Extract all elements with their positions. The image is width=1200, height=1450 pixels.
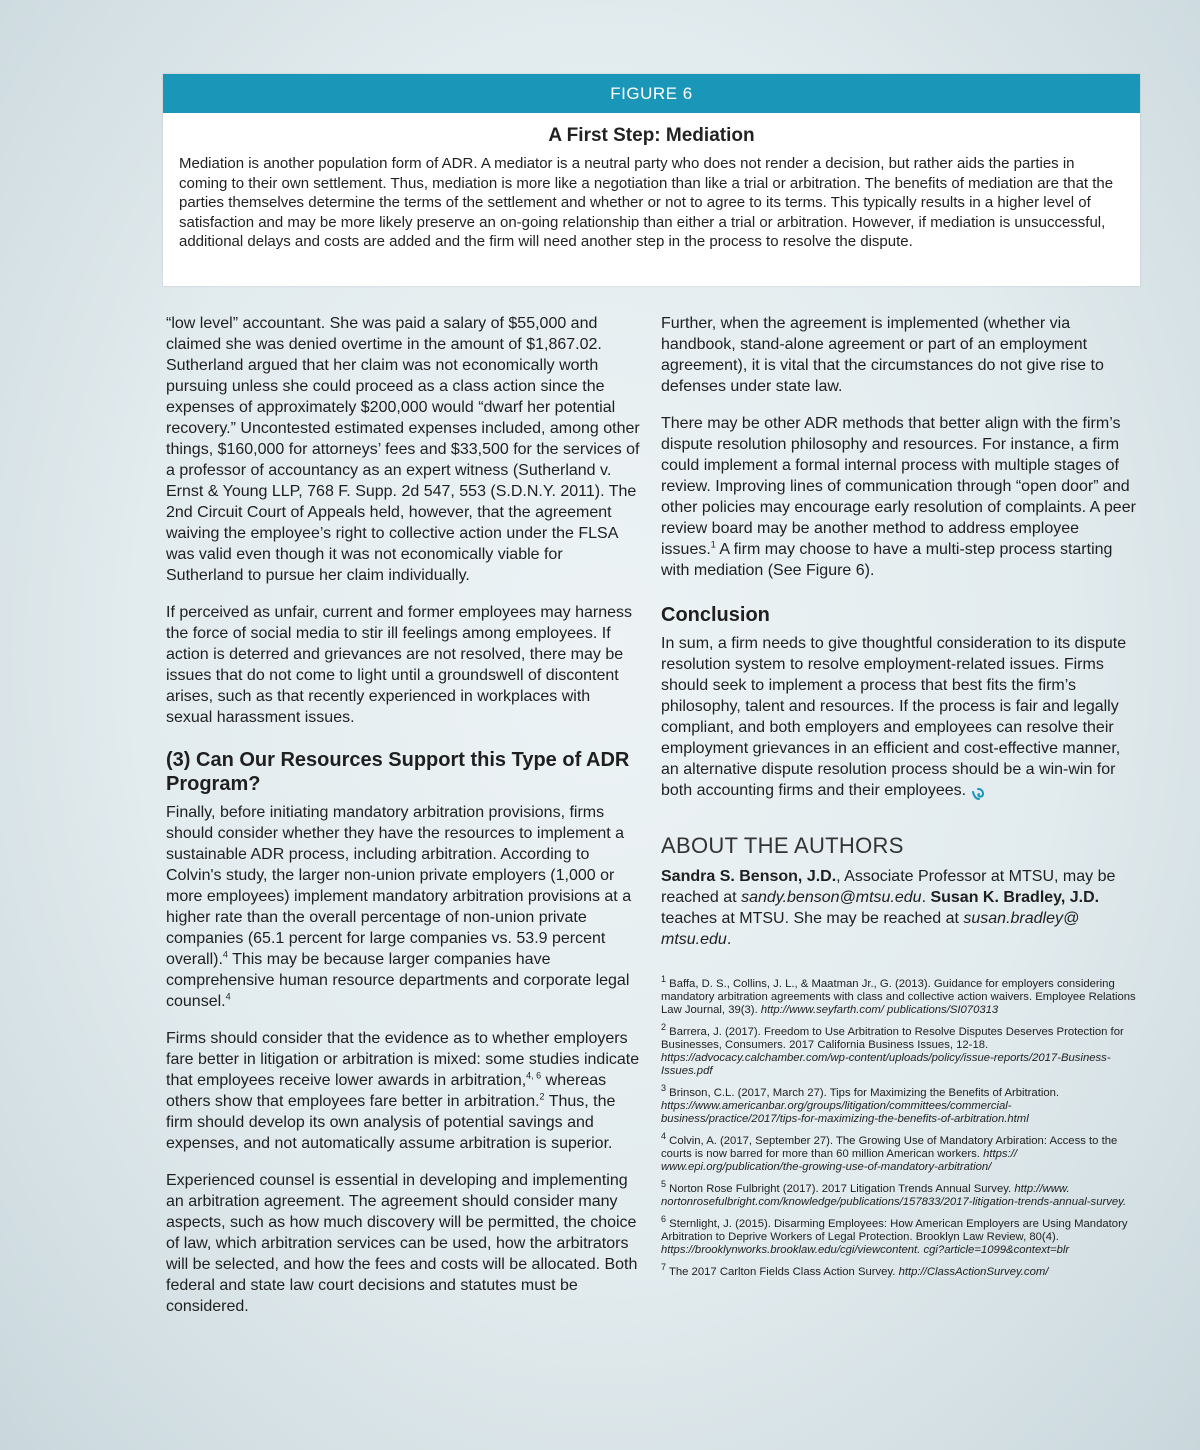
footnote-link[interactable]: http://www. nortonrosefulbright.com/knowledge/publications/157833/2017-litigation-trends-annual-survey.: [661, 1183, 1127, 1208]
paragraph-implementation: Further, when the agreement is implemented (whether via handbook, stand-alone agreement or part of an employment agreement), it is vital that the circumstances do not give rise to defenses under state law.: [661, 315, 1104, 395]
authors-paragraph: Sandra S. Benson, J.D., Associate Professor at MTSU, may be reached at sandy.benson@mtsu.edu. Susan K. Bradley, J.D. teaches at MTSU. She may be reached at susan.bradley@ mtsu.edu.: [661, 868, 1116, 948]
footnote-ref: 4, 6: [526, 1070, 542, 1081]
footnote-ref: 4: [222, 949, 228, 960]
author1-email[interactable]: sandy.benson@mtsu.edu: [741, 889, 922, 906]
paragraph-conclusion: In sum, a firm needs to give thoughtful consideration to its dispute resolution system to resolve employment-related issues. Firms should seek to implement a process that best fits the firm’s philosophy, talent and resources. If the process is fair and legally compliant, and both employers and employees can resolve their employment grievances in an efficient and cost-effective manner, an alternative dispute resolution process should be a win-win for both accounting firms and their employees.: [661, 635, 1127, 799]
footnote-link[interactable]: http://ClassActionSurvey.com/: [898, 1266, 1049, 1278]
left-column: [166, 313, 640, 1333]
footnote-link[interactable]: http://www.seyfarth.com/ publications/SI070313: [760, 1004, 999, 1016]
footnote-link[interactable]: https:// www.epi.org/publication/the-growing-use-of-mandatory-arbitration/: [661, 1148, 1018, 1173]
section-heading-resources: (3) Can Our Resources Support this Type of ADR Program?: [166, 749, 630, 795]
author2-name: Susan K. Bradley, J.D.: [930, 889, 1100, 906]
author2-email[interactable]: susan.bradley@ mtsu.edu: [661, 910, 1080, 948]
footnote-1: $^1$ Baffa, D. S., Collins, J. L., & Maatman Jr., G. (2013). Guidance for employers considering mandatory arbitration agreements with class and collective action waivers. Employee Relations Law Journal, 39(3). http://www.seyfarth.com/ publications/SI070313: [661, 974, 1136, 1016]
figure-label: FIGURE 6: [163, 74, 1140, 113]
paragraph-other-adr: There may be other ADR methods that better align with the firm’s dispute resolution philosophy and resources. For instance, a firm could implement a formal internal process with multiple stages of review. Improving lines of communication through “open door” and other policies may encourage early resolution of complaints. A peer review board may be another method to address employee issues.$^1$ A firm may choose to have a multi-step process starting with mediation (See Figure 6).: [661, 415, 1136, 579]
figure-title: A First Step: Mediation: [548, 125, 755, 146]
footnotes: [661, 974, 1136, 1279]
paragraph-evidence: Firms should consider that the evidence as to whether employers fare better in litigation or arbitration is mixed: some studies indicate that employees receive lower awards in arbitration,$^{4, 6}$ whereas others show that employees fare better in arbitration.$^2$ Thus, the firm should develop its own analysis of potential savings and expenses, and not automatically assume arbitration is superior.: [166, 1030, 640, 1152]
footnote-7: $^7$ The 2017 Carlton Fields Class Action Survey. http://ClassActionSurvey.com/: [661, 1262, 1049, 1278]
paragraph-sutherland: “low level” accountant. She was paid a salary of $55,000 and claimed she was denied overtime in the amount of $1,867.02. Sutherland argued that her claim was not economically worth pursuing unless she could proceed as a class action since the expenses of approximately $200,000 would “dwarf her potential recovery.” Uncontested estimated expenses included, among other things, $160,000 for attorneys’ fees and $33,500 for the services of a professor of accountancy as an expert witness (Sutherland v. Ernst & Young LLP, 768 F. Supp. 2d 547, 553 (S.D.N.Y. 2011). The 2nd Circuit Court of Appeals held, however, that the agreement waiving the employee’s right to collective action under the FLSA was valid even though it was not economically viable for Sutherland to pursue her claim individually.: [166, 315, 640, 584]
footnote-5: $^5$ Norton Rose Fulbright (2017). 2017 Litigation Trends Annual Survey. http://www. nortonrosefulbright.com/knowledge/publications/157833/2017-litigation-trends-annual-survey.: [661, 1179, 1127, 1208]
footnote-ref: 2: [539, 1091, 545, 1102]
footnote-link[interactable]: https://advocacy.calchamber.com/wp-content/uploads/policy/issue-reports/2017-Business-Issues.pdf: [661, 1052, 1111, 1077]
paragraph-social-media: If perceived as unfair, current and former employees may harness the force of social media to stir ill feelings among employees. If action is deterred and grievances are not resolved, there may be issues that do not come to light until a groundswell of discontent arises, such as that recently experienced in workplaces with sexual harassment issues.: [166, 604, 632, 726]
footnote-link[interactable]: https://www.americanbar.org/groups/litigation/committees/commercial-business/practice/2017/tips-for-maximizing-the-benefits-of-arbitration.html: [661, 1100, 1029, 1125]
author1-name: Sandra S. Benson, J.D.: [661, 868, 837, 885]
footnote-ref: 4: [225, 991, 231, 1002]
footnote-2: $^2$ Barrera, J. (2017). Freedom to Use Arbitration to Resolve Disputes Deserves Protection for Businesses, Consumers. 2017 California Business Issues, 12-18. https://advocacy.calchamber.com/wp-content/uploads/policy/issue-reports/2017-Business-Issues.pdf: [661, 1022, 1124, 1077]
figure-body: Mediation is another population form of ADR. A mediator is a neutral party who does not render a decision, but rather aids the parties in coming to their own settlement. Thus, mediation is more like a negotiation than like a trial or arbitration. The benefits of mediation are that the parties themselves determine the terms of the settlement and whether or not to agree to its terms. This typically results in a higher level of satisfaction and may be more likely preserve an on-going relationship than either a trial or arbitration. However, if mediation is unsuccessful, additional delays and costs are added and the firm will need another step in the process to resolve the dispute.: [179, 155, 1114, 250]
right-column: [661, 313, 1136, 1288]
footnote-4: $^4$ Colvin, A. (2017, September 27). The Growing Use of Mandatory Arbiration: Access to the courts is now barred for more than 60 million American workers. https:// www.epi.org/publication/the-growing-use-of-mandatory-arbitration/: [661, 1131, 1118, 1173]
footnote-3: $^3$ Brinson, C.L. (2017, March 27). Tips for Maximizing the Benefits of Arbitration. https://www.americanbar.org/groups/litigation/committees/commercial-business/practice/2017/tips-for-maximizing-the-benefits-of-arbitration.html: [661, 1083, 1060, 1125]
swirl-end-icon: [972, 785, 984, 797]
paragraph-counsel: Experienced counsel is essential in developing and implementing an arbitration agreement. The agreement should consider many aspects, such as how much discovery will be permitted, the choice of law, which arbitration services can be used, how the arbitrators will be selected, and how the fees and costs will be allocated. Both federal and state law court decisions and statutes must be considered.: [166, 1172, 638, 1315]
footnote-link[interactable]: https://brooklynworks.brooklaw.edu/cgi/viewcontent. cgi?article=1099&context=blr: [661, 1244, 1070, 1256]
footnote-ref: 1: [710, 539, 716, 550]
conclusion-heading: Conclusion: [661, 604, 770, 626]
about-authors-heading: ABOUT THE AUTHORS: [661, 833, 904, 858]
figure-6-box: [163, 74, 1140, 286]
paragraph-resources: Finally, before initiating mandatory arbitration provisions, firms should consider whether they have the resources to implement a sustainable ADR process, including arbitration. According to Colvin's study, the larger non-union private employers (1,000 or more employees) implement mandatory arbitration provisions at a higher rate than the overall percentage of non-union private companies (65.1 percent for large companies vs. 53.9 percent overall).$^4$ This may be because larger companies have comprehensive human resource departments and corporate legal counsel.$^4$: [166, 804, 632, 1010]
footnote-6: $^6$ Sternlight, J. (2015). Disarming Employees: How American Employers are Using Mandatory Arbitration to Deprive Workers of Legal Protection. Brooklyn Law Review, 80(4). https://brooklynworks.brooklaw.edu/cgi/viewcontent. cgi?article=1099&context=blr: [661, 1214, 1128, 1256]
